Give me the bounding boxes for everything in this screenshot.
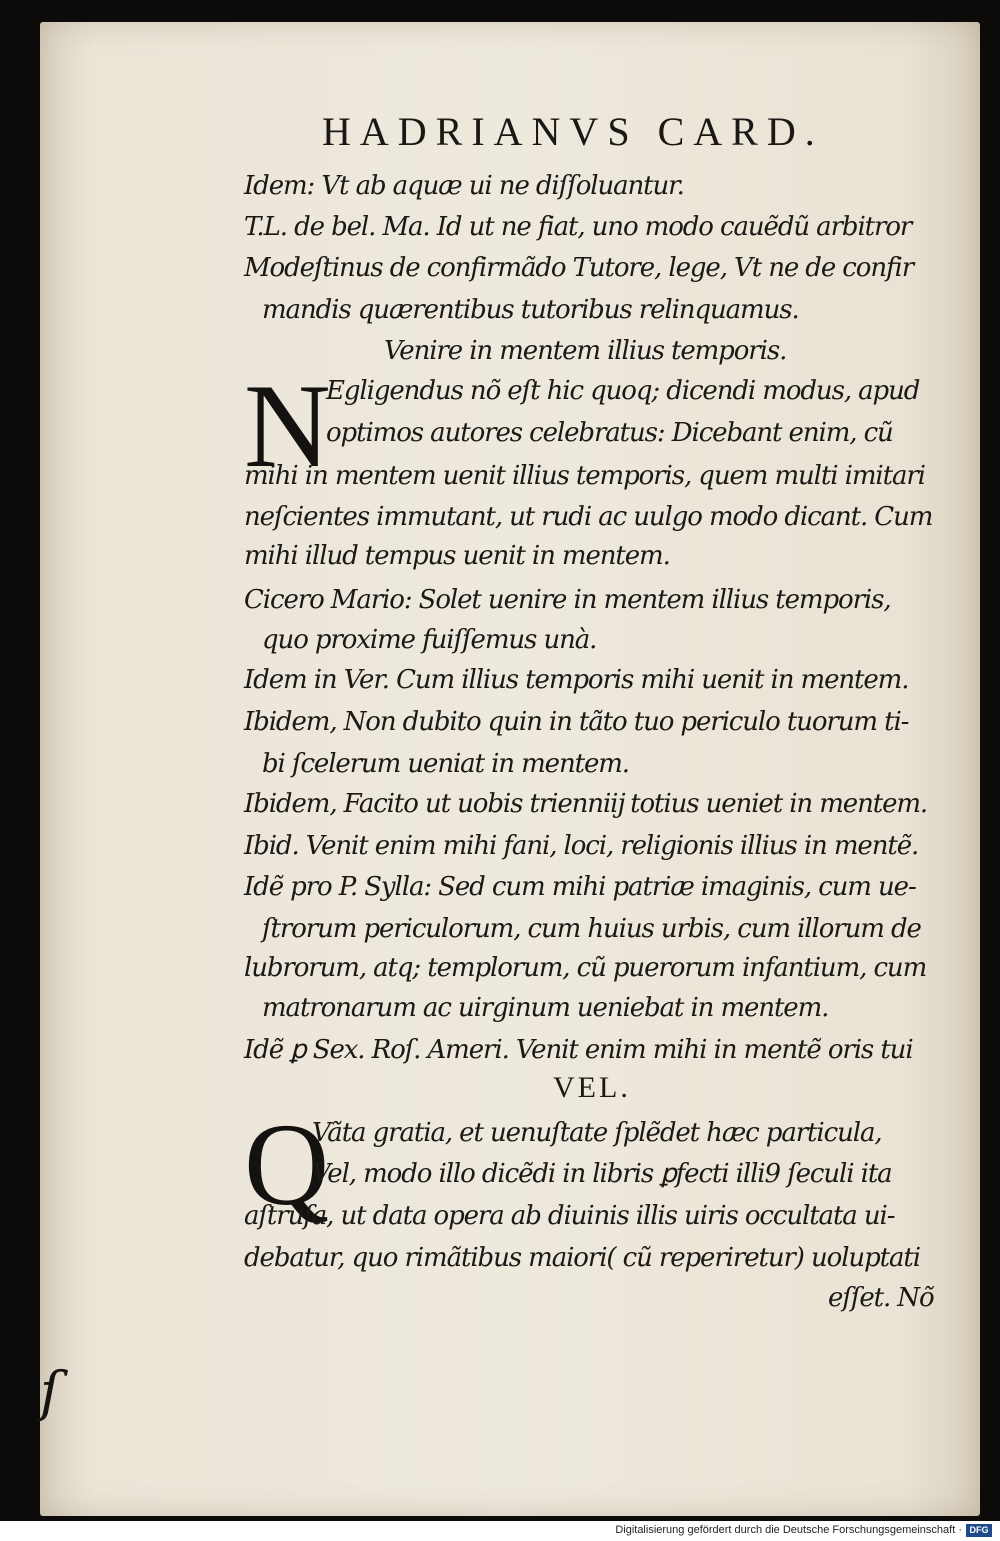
text-line: Egligendus nõ eſt hic quoq; dicendi modus, apud — [326, 376, 920, 406]
text-line: Vãta gratia, et uenuſtate ſplẽdet hæc particula, — [312, 1118, 882, 1148]
text-line: mihi illud tempus uenit in mentem. — [244, 541, 670, 571]
text-line: optimos autores celebratus: Dicebant enim, cũ — [326, 418, 893, 448]
drop-cap-q: Q — [244, 1099, 330, 1230]
dfg-logo-icon: DFG — [966, 1524, 992, 1537]
text-line: Idem: Vt ab aquæ ui ne diſſoluantur. — [244, 171, 684, 201]
text-line: mandis quærentibus tutoribus relinquamus. — [262, 295, 799, 325]
text-line: Idẽ pro P. Sylla: Sed cum mihi patriæ imaginis, cum ue- — [244, 872, 916, 902]
section-heading-vel: VEL. — [553, 1071, 631, 1104]
drop-cap-n: N — [244, 359, 331, 492]
text-line: neſcientes immutant, ut rudi ac uulgo modo dicant. Cum — [244, 502, 933, 532]
text-line: Idẽ ꝑ Sex. Roſ. Ameri. Venit enim mihi in mentẽ oris tui — [244, 1035, 913, 1065]
text-line: Idem in Ver. Cum illius temporis mihi uenit in mentem. — [244, 665, 909, 695]
text-line: bi ſcelerum ueniat in mentem. — [262, 749, 629, 779]
section-heading: Venire in mentem illius temporis. — [384, 336, 787, 366]
text-line: Modeſtinus de confirmãdo Tutore, lege, Vt ne de confir — [244, 253, 914, 283]
text-line: mihi in mentem uenit illius temporis, quem multi imitari — [244, 461, 925, 491]
footer-credit: Digitalisierung gefördert durch die Deutsche Forschungsgemeinschaft · — [615, 1524, 962, 1536]
text-line: Vel, modo illo dicẽdi in libris ꝑfecti illi9 ſeculi ita — [312, 1159, 892, 1189]
text-line: Ibid. Venit enim mihi fani, loci, religionis illius in mentẽ. — [244, 831, 919, 861]
text-line: T.L. de bel. Ma. Id ut ne fiat, uno modo cauẽdũ arbitror — [244, 212, 912, 242]
text-line: matronarum ac uirginum ueniebat in mentem. — [262, 993, 829, 1023]
text-line: Ibidem, Non dubito quin in tãto tuo periculo tuorum ti- — [244, 707, 909, 737]
running-head: HADRIANVS CARD. — [322, 109, 824, 154]
margin-mark: ſ — [40, 1360, 60, 1423]
catchword: eſſet. Nõ — [828, 1283, 934, 1313]
text-line: Cicero Mario: Solet uenire in mentem illius temporis, — [244, 585, 891, 615]
text-line: aſtruſa, ut data opera ab diuinis illis uiris occultata ui- — [244, 1201, 895, 1231]
text-line: lubrorum, atq; templorum, cũ puerorum infantium, cum — [244, 953, 927, 983]
text-line: quo proxime fuiſſemus unà. — [262, 625, 597, 655]
text-line: Ibidem, Facito ut uobis trienniĳ totius ueniet in mentem. — [244, 789, 928, 819]
text-line: ſtrorum periculorum, cum huius urbis, cum illorum de — [262, 914, 921, 944]
text-line: debatur, quo rimãtibus maiori( cũ reperiretur) uoluptati — [244, 1243, 920, 1273]
